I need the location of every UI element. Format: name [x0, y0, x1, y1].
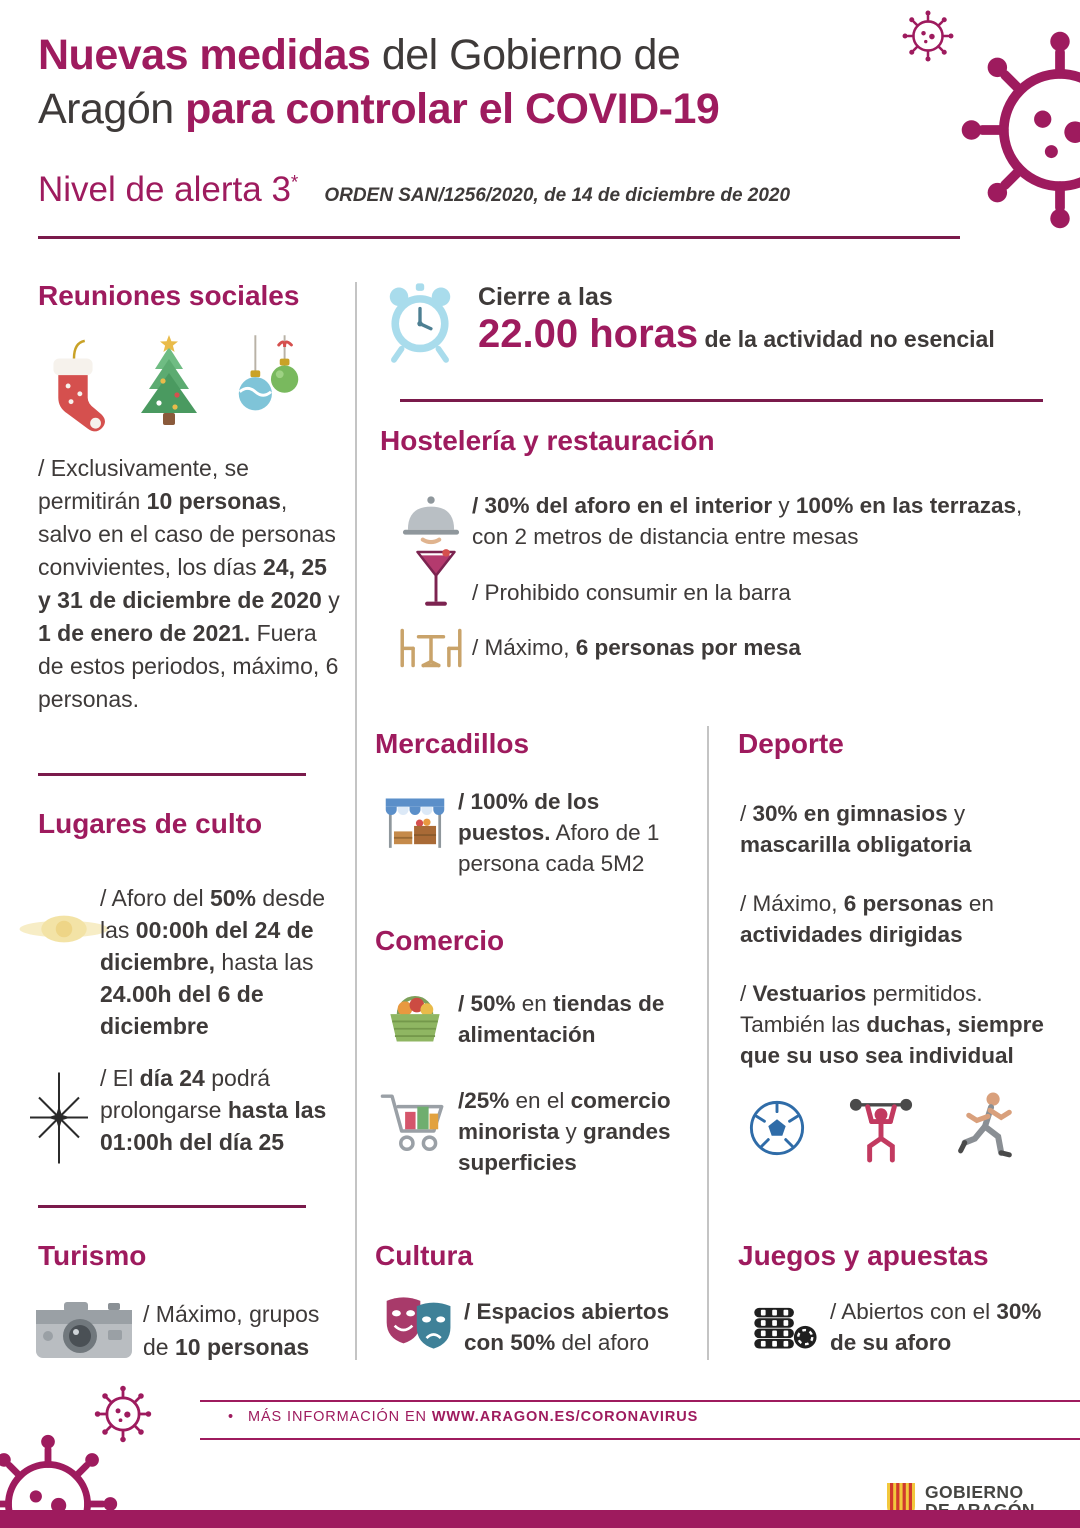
section-title-cultura: Cultura: [375, 1240, 473, 1271]
deporte-item-text: / Máximo, 6 personas en actividades dirigidas: [740, 891, 994, 947]
title-line-1: Nuevas medidas del Gobierno de: [38, 31, 681, 79]
alarm-clock-icon: [382, 280, 458, 364]
footer-info: [228, 1409, 698, 1425]
ornaments-icon: [230, 335, 308, 433]
turismo-item-text: / Máximo, grupos de 10 personas: [143, 1301, 320, 1360]
culto-item-text: / El día 24 podrá prolongarse hasta las 01:00h del día 25: [100, 1065, 327, 1155]
column-divider: [355, 282, 357, 1360]
stocking-icon: [38, 335, 108, 433]
header-divider: [38, 236, 960, 239]
cocktail-icon: [415, 548, 457, 614]
section-title-turismo: Turismo: [38, 1240, 147, 1271]
theater-masks-icon: [381, 1292, 457, 1354]
hosteleria-item-text: / 30% del aforo en el interior y 100% en las terrazas, con 2 metros de distancia entre mesas: [472, 493, 1023, 549]
alert-row: [38, 170, 790, 210]
footer-bullet: •: [228, 1409, 234, 1425]
cultura-item-text: / Espacios abiertos con 50% del aforo: [464, 1299, 670, 1355]
section-divider: [400, 399, 1043, 402]
hosteleria-item-text: / Máximo, 6 personas por mesa: [472, 635, 801, 660]
star-icon: [24, 1070, 94, 1166]
section-title-deporte: Deporte: [738, 728, 844, 759]
column-divider: [707, 726, 709, 1360]
runner-icon: [956, 1090, 1018, 1166]
poker-chips-icon: [748, 1290, 820, 1356]
culto-item-text: / Aforo del 50% desde las 00:00h del 24 de diciembre, hasta las 24.00h del 6 de diciembre: [100, 885, 326, 1039]
christmas-tree-icon: [124, 333, 214, 433]
section-title-mercadillos: Mercadillos: [375, 728, 530, 759]
closing-time-value: 22.00 horas: [478, 312, 699, 356]
juegos-item-text: / Abiertos con el 30% de su aforo: [830, 1299, 1042, 1355]
order-reference: ORDEN SAN/1256/2020, de 14 de diciembre de 2020: [324, 185, 791, 206]
camera-icon: [34, 1294, 134, 1364]
alert-level-text: Nivel de alerta 3: [38, 170, 291, 209]
closing-time-line: [478, 312, 1044, 357]
section-title-comercio: Comercio: [375, 925, 505, 956]
christmas-icons: [38, 333, 338, 433]
section-title-juegos: Juegos y apuestas: [738, 1240, 989, 1271]
section-divider: [38, 773, 306, 776]
weightlifter-icon: [844, 1091, 918, 1165]
alert-asterisk: *: [290, 172, 299, 194]
deporte-item-text: / 30% en gimnasios y mascarilla obligatoria: [740, 801, 972, 857]
section-title-reuniones: Reuniones sociales: [38, 280, 300, 311]
closing-time-prefix: Cierre a las: [478, 283, 613, 311]
title-line-2: Aragón para controlar el COVID-19: [38, 85, 720, 133]
grocery-basket-icon: [383, 985, 447, 1047]
alert-level: [38, 170, 298, 210]
section-title-hosteleria: Hostelería y restauración: [380, 425, 715, 456]
virus-icon: [900, 8, 956, 64]
section-title-culto: Lugares de culto: [38, 808, 263, 839]
serving-dish-icon: [398, 490, 464, 548]
more-info-link[interactable]: MÁS INFORMACIÓN EN WWW.ARAGON.ES/CORONAVIRUS: [247, 1409, 699, 1425]
mercadillos-item-text: / 100% de los puestos. Aforo de 1 persona cada 5M2: [458, 789, 660, 876]
shopping-cart-icon: [379, 1082, 453, 1160]
hosteleria-item-text: / Prohibido consumir en la barra: [472, 580, 791, 605]
logo-line-1: GOBIERNO: [925, 1482, 1024, 1502]
page-title: [38, 28, 719, 136]
candle-glow-icon: [16, 898, 112, 960]
sports-icons: [748, 1090, 1048, 1166]
reuniones-body-text: / Exclusivamente, se permitirán 10 personas, salvo en el caso de personas convivientes, los días 24, 25 y 31 de diciembre de 2020 y 1 de enero de 2021. Fuera de estos periodos, máximo, 6 personas.: [38, 455, 340, 712]
market-stall-icon: [383, 792, 447, 858]
deporte-item-text: / Vestuarios permitidos. También las duchas, siempre que su uso sea individual: [740, 981, 1044, 1068]
comercio-item-text: / 50% en tiendas de alimentación: [458, 991, 665, 1047]
footer-divider: [200, 1400, 1080, 1402]
soccer-ball-icon: [748, 1099, 806, 1157]
bottom-bar: [0, 1510, 1080, 1528]
comercio-item-text: /25% en el comercio minorista y grandes superficies: [458, 1088, 671, 1175]
closing-time-block: [478, 283, 1044, 357]
virus-icon: [952, 22, 1080, 238]
footer-divider: [200, 1438, 1080, 1440]
closing-time-suffix: de la actividad no esencial: [698, 326, 995, 352]
table-chairs-icon: [396, 626, 466, 670]
section-divider: [38, 1205, 306, 1208]
